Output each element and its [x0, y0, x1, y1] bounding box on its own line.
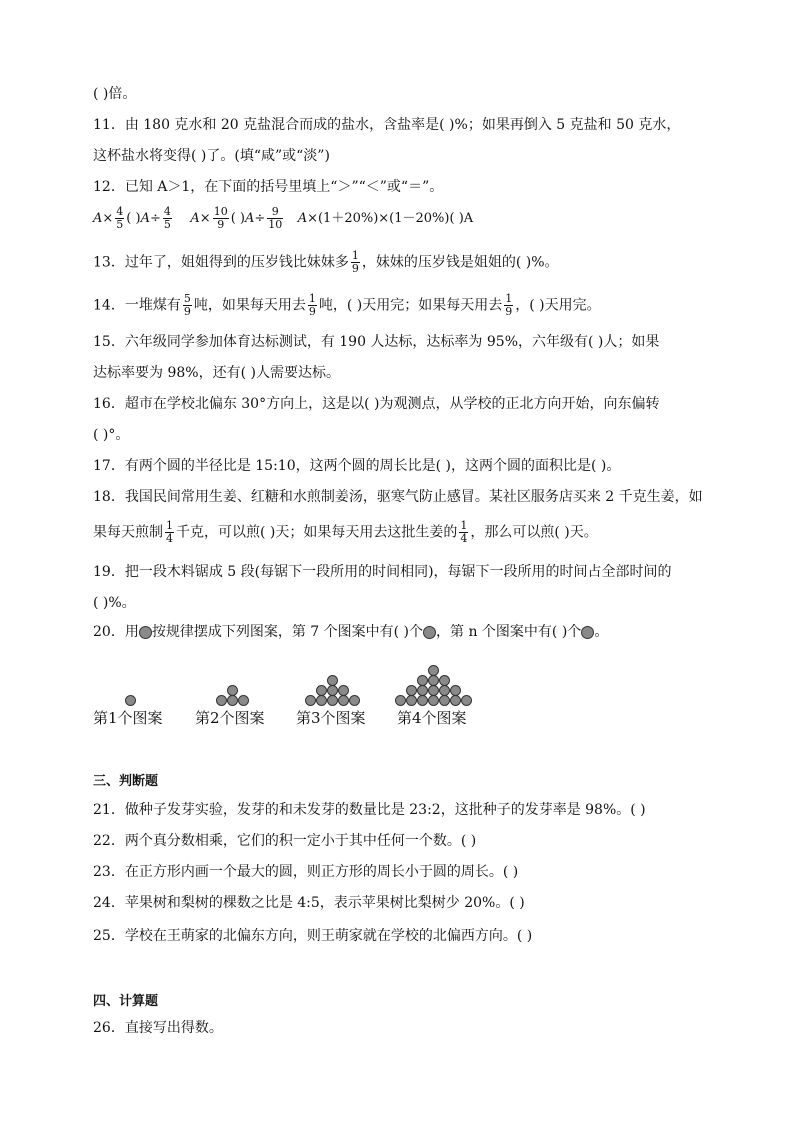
- pattern-dot: [428, 685, 439, 696]
- pattern-dot: [417, 675, 428, 686]
- text: ，第 n 个图案中有( )个: [436, 624, 582, 640]
- denominator: 4: [166, 532, 173, 545]
- text: 吨，( )天用完；如果每天用去: [318, 297, 503, 314]
- figure-label-4: 第4个图案: [397, 709, 467, 727]
- numerator: 1: [460, 519, 468, 532]
- denominator: 9: [217, 218, 225, 231]
- pattern-dot: [227, 695, 238, 706]
- text: 。: [594, 624, 609, 640]
- q16-line2: ( )°。: [93, 427, 130, 443]
- q11-line2: 这杯盐水将变得( )了。(填“咸”或“淡”): [93, 148, 330, 164]
- denominator: 9: [308, 305, 316, 318]
- fraction: [115, 206, 124, 231]
- q24: 24．苹果树和梨树的棵数之比是 4:5，表示苹果树比梨树少 20%。( ): [93, 895, 525, 911]
- fraction: [351, 250, 360, 275]
- fraction: [163, 206, 172, 231]
- text: 吨，如果每天用去: [193, 297, 306, 314]
- pattern-dot: [428, 695, 439, 706]
- numerator: 9: [267, 206, 283, 219]
- q12-stem: 12．已知 A＞1，在下面的括号里填上“＞”“＜”或“＝”。: [93, 179, 444, 195]
- pattern-dot: [461, 695, 472, 706]
- text: 按规律摆成下列图案，第 7 个图案中有( )个: [151, 624, 424, 640]
- pattern-dot: [417, 685, 428, 696]
- pattern-dot: [450, 685, 461, 696]
- q10-tail: ( )倍。: [93, 86, 137, 102]
- q21: 21．做种子发芽实验，发芽的和未发芽的数量比是 23:2，这批种子的发芽率是 98%。( ): [93, 802, 646, 818]
- var-a: A: [140, 211, 150, 226]
- text: 14．一堆煤有: [93, 297, 181, 314]
- answer-blank: ( )A: [449, 211, 474, 226]
- q16-line1: 16．超市在学校北偏东 30°方向上，这是以( )为观测点，从学校的正北方向开始，向东偏转: [93, 396, 660, 412]
- pattern-dot: [327, 675, 338, 686]
- denominator: 5: [116, 218, 124, 231]
- pattern-dot: [439, 695, 450, 706]
- section-4-title: 四、计算题: [93, 994, 159, 1009]
- text: ，那么可以煎( )天。: [470, 524, 598, 541]
- numerator: 1: [351, 249, 359, 262]
- var-a: A: [244, 211, 255, 226]
- numerator: 1: [166, 519, 173, 532]
- denominator: 9: [505, 305, 513, 318]
- q11-line1: 11．由 180 克水和 20 克盐混合而成的盐水，含盐率是( )%；如果再倒入 5 克盐和 50 克水，: [93, 117, 681, 133]
- q18-line2: [93, 520, 598, 545]
- pattern-dot: [439, 685, 450, 696]
- q26: 26．直接写出得数。: [93, 1020, 223, 1036]
- q15-line1: 15．六年级同学参加体育达标测试，有 190 人达标，达标率为 95%，六年级有( )人；如果: [93, 334, 660, 350]
- pattern-dot: [238, 695, 249, 706]
- text: ，妹妹的压岁钱是姐姐的( )%。: [361, 254, 559, 271]
- pattern-dot: [450, 695, 461, 706]
- answer-blank: ( ): [126, 211, 141, 226]
- pattern-dot: [316, 685, 327, 696]
- figure-label-3: 第3个图案: [296, 709, 366, 727]
- denominator: 4: [460, 532, 468, 545]
- numerator: 10: [213, 205, 228, 218]
- var-a: A: [297, 211, 308, 226]
- pattern-dot: [327, 695, 338, 706]
- fraction: [267, 206, 283, 231]
- pattern-dot: [227, 685, 238, 696]
- fraction: [165, 520, 174, 545]
- fraction: [504, 293, 513, 318]
- pattern-dot: [125, 695, 136, 706]
- q25: 25．学校在王萌家的北偏东方向，则王萌家就在学校的北偏西方向。( ): [93, 928, 533, 944]
- fraction: [213, 206, 229, 231]
- q18-line1: 18．我国民间常用生姜、红糖和水煎制姜汤，驱寒气防止感冒。某社区服务店买来 2 千克生姜，如: [93, 489, 703, 505]
- pattern-dot: [338, 685, 349, 696]
- numerator: 5: [183, 292, 191, 305]
- numerator: 4: [163, 205, 171, 218]
- pattern-dot: [327, 685, 338, 696]
- op: ÷: [254, 211, 266, 226]
- q19-line1: 19．把一段木料锯成 5 段(每锯下一段所用的时间相同)，每锯下一段所用的时间占全部时间的: [93, 564, 672, 580]
- text: ，( )天用完。: [515, 297, 601, 314]
- denominator: 10: [268, 218, 283, 231]
- expression: ×(1＋20%)×(1－20%): [307, 211, 450, 226]
- q17: 17．有两个圆的半径比是 15:10，这两个圆的周长比是( )，这两个圆的面积比是( )。: [93, 458, 621, 474]
- denominator: 9: [183, 305, 191, 318]
- text: 13．过年了，姐姐得到的压岁钱比妹妹多: [93, 254, 349, 271]
- text: 果每天煎制: [93, 524, 163, 541]
- pattern-dot: [439, 675, 450, 686]
- q15-line2: 达标率要为 98%，还有( )人需要达标。: [93, 365, 340, 381]
- figure-label-2: 第2个图案: [195, 709, 265, 727]
- pattern-dot: [406, 685, 417, 696]
- denominator: 5: [163, 218, 171, 231]
- pattern-dot: [406, 695, 417, 706]
- pattern-dot: [395, 695, 406, 706]
- pattern-dot: [316, 695, 327, 706]
- q19-line2: ( )%。: [93, 595, 136, 611]
- var-a: A: [190, 211, 200, 226]
- figure-label-1: 第1个图案: [93, 709, 163, 727]
- circle-icon: [581, 626, 594, 639]
- denominator: 9: [351, 262, 359, 275]
- q22: 22．两个真分数相乘，它们的积一定小于其中任何一个数。( ): [93, 833, 477, 849]
- q12-expressions: [93, 206, 473, 231]
- q14: [93, 293, 601, 318]
- pattern-dot: [428, 665, 439, 676]
- numerator: 4: [116, 205, 124, 218]
- section-3-title: 三、判断题: [93, 774, 159, 789]
- numerator: 1: [505, 292, 513, 305]
- q23: 23．在正方形内画一个最大的圆，则正方形的周长小于圆的周长。( ): [93, 864, 519, 880]
- q13: [93, 250, 559, 275]
- circle-icon: [139, 626, 152, 639]
- text: 千克，可以煎( )天；如果每天用去这批生姜的: [176, 524, 458, 541]
- circle-icon: [423, 626, 436, 639]
- op: ÷: [149, 211, 161, 226]
- pattern-dot: [417, 695, 428, 706]
- fraction: [308, 293, 317, 318]
- pattern-dot: [216, 695, 227, 706]
- op: ×: [199, 211, 211, 226]
- op: ×: [102, 211, 114, 226]
- answer-blank: ( ): [230, 211, 245, 226]
- pattern-dot: [428, 675, 439, 686]
- q20: [93, 622, 608, 642]
- pattern-dot: [305, 695, 316, 706]
- var-a: A: [93, 211, 103, 226]
- fraction: [459, 520, 468, 545]
- numerator: 1: [308, 292, 316, 305]
- pattern-dot: [338, 695, 349, 706]
- pattern-dot: [349, 695, 360, 706]
- text: 20．用: [93, 624, 139, 640]
- fraction: [183, 293, 192, 318]
